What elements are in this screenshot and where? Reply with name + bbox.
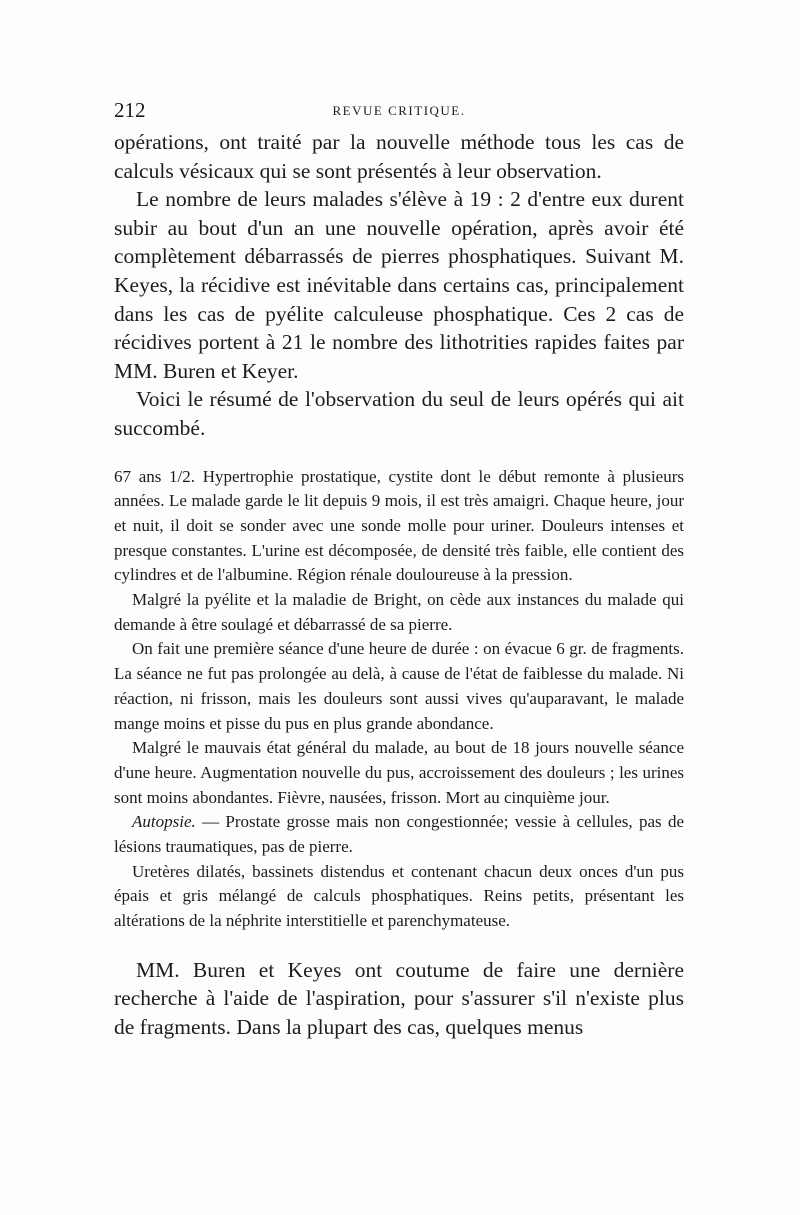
observation-block: [114, 465, 684, 934]
paragraph-malades: Le nombre de leurs malades s'élève à 19 : 2 d'entre eux durent subir au bout d'un an une nouvelle opération, après avoir été complètement débarrassés de pierres phosphatiques. Suivant M. Keyes, la récidive est inévitable dans certains cas, principalement dans les cas de pyélite calculeuse phosphatique. Ces 2 cas de récidives portent à 21 le nombre des lithotrities rapides faites par MM. Buren et Keyer.: [114, 187, 684, 383]
observation-paragraph: Malgré la pyélite et la maladie de Bright, on cède aux instances du malade qui demande à être soulagé et débarrassé de sa pierre.: [114, 590, 684, 634]
observation-paragraph: Uretères dilatés, bassinets distendus et contenant chacun deux onces d'un pus épais et gris mélangé de calculs phosphatiques. Reins petits, présentant les altérations de la néphrite interstitielle et parenchymateuse.: [114, 861, 684, 931]
observation-paragraph: 67 ans 1/2. Hypertrophie prostatique, cystite dont le début remonte à plusieurs années. Le malade garde le lit depuis 9 mois, il est très amaigri. Chaque heure, jour et nuit, il doit se sonder avec une sonde molle pour uriner. Douleurs intenses et presque constantes. L'urine est décomposée, de densité très faible, elle contient des cylindres et de l'albumine. Région rénale douloureuse à la pression.: [114, 466, 684, 585]
paragraph-closing: MM. Buren et Keyes ont coutume de faire une dernière recherche à l'aide de l'aspiration, pour s'assurer s'il n'existe plus de fragments. Dans la plupart des cas, quelques menus: [114, 957, 684, 1040]
running-title: REVUE CRITIQUE.: [332, 103, 466, 118]
main-text: [114, 128, 684, 1042]
observation-paragraph: Malgré le mauvais état général du malade, au bout de 18 jours nouvelle séance d'une heure. Augmentation nouvelle du pus, accroissement des douleurs ; les urines sont moins abondantes. Fièvre, nausées, frisson. Mort au cinquième jour.: [114, 738, 684, 807]
paragraph-opening: opérations, ont traité par la nouvelle méthode tous les cas de calculs vésicaux qui se sont présentés à leur observation.: [114, 130, 684, 183]
page-number: 212: [114, 98, 146, 122]
observation-paragraph: On fait une première séance d'une heure de durée : on évacue 6 gr. de fragments. La séance ne fut pas prolongée au delà, à cause de l'état de faiblesse du malade. Ni réaction, ni frisson, mais les douleurs sont aussi vives qu'auparavant, le malade mange moins et pisse du pus en plus grande abondance.: [114, 639, 684, 733]
autopsy-label: Autopsie.: [132, 812, 196, 832]
paragraph-voici: Voici le résumé de l'observation du seul de leurs opérés qui ait succombé.: [114, 387, 684, 440]
autopsy-text: — Prostate grosse mais non congestionnée; vessie à cellules, pas de lésions traumatiques, pas de pierre.: [114, 812, 685, 857]
autopsy-paragraph: [114, 810, 684, 859]
page-header: [114, 98, 684, 122]
